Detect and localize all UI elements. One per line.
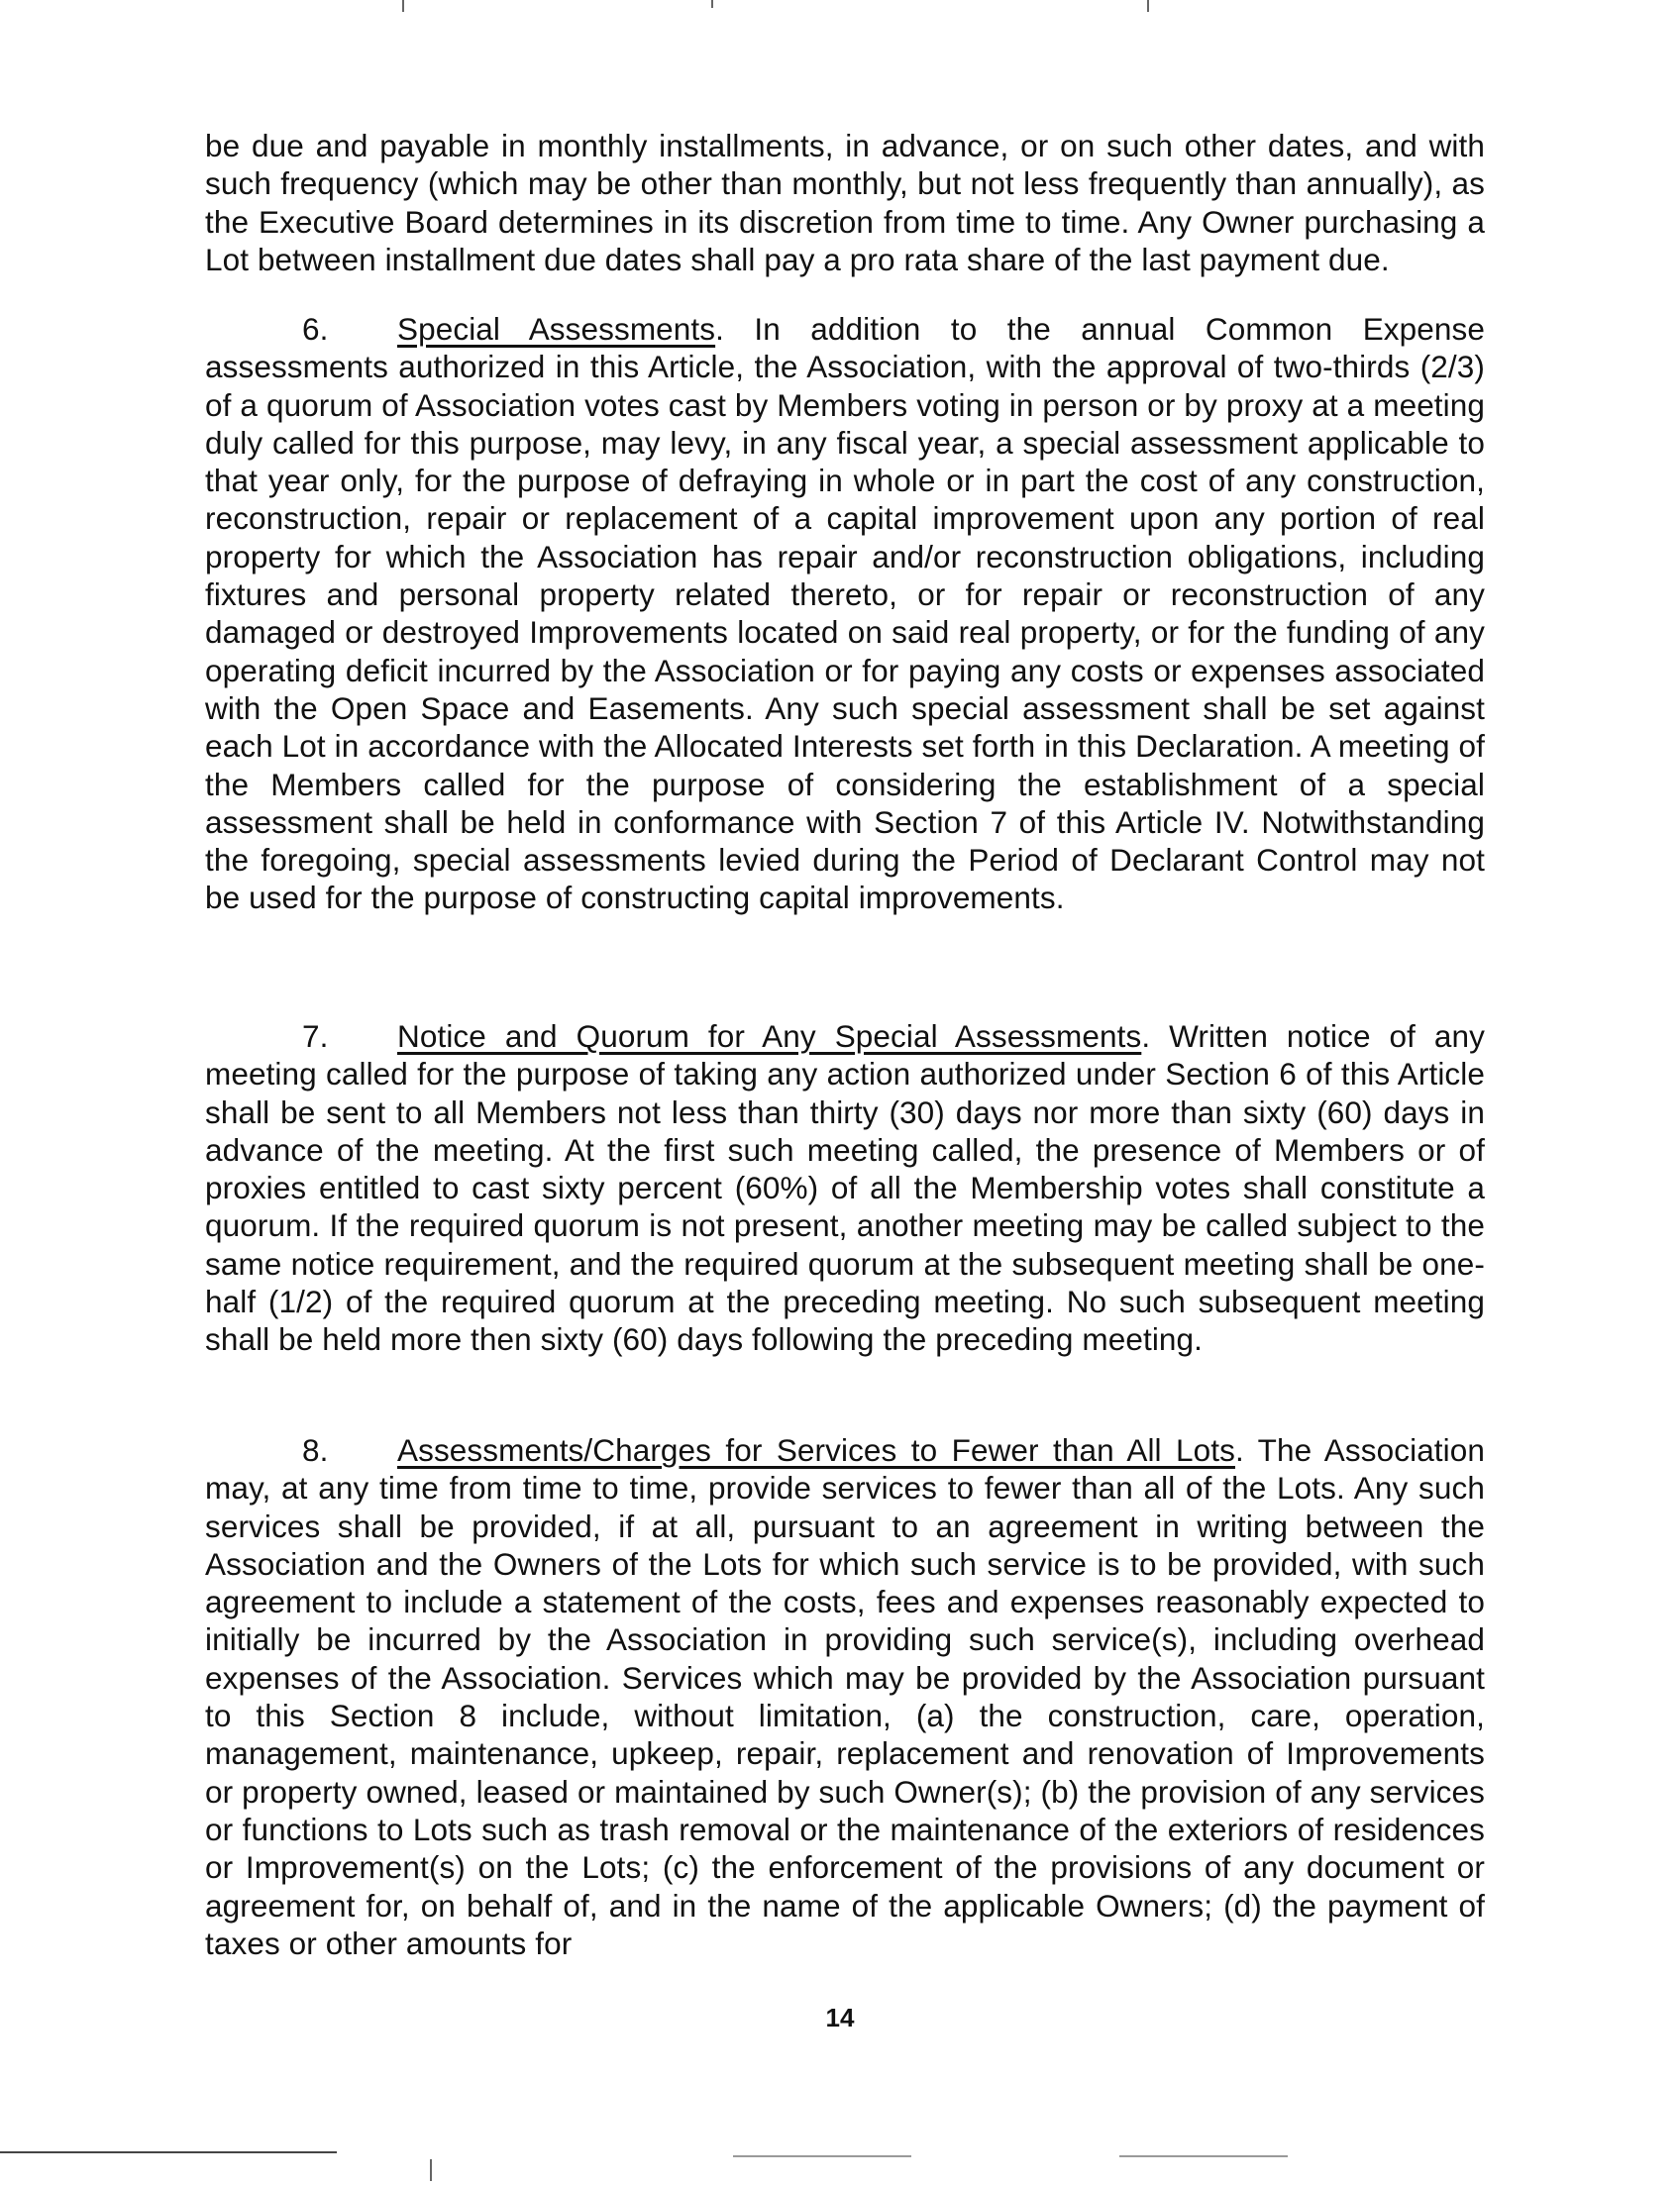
- page-number: 14: [825, 2003, 855, 2032]
- section-8-paragraph: [205, 1431, 1485, 1962]
- section-heading: Assessments/Charges for Services to Fewer than All Lots: [397, 1432, 1235, 1468]
- paragraph-text: . The Association may, at any time from time to time, provide services to fewer than all of the Lots. Any such services shall be provided, if at all, pursuant to an agreement in writing between the Association and the Owners of the Lots for which such service is to be provided, with such agreement to include a statement of the costs, fees and expenses reasonably expected to initially be incurred by the Association in providing such service(s), including overhead expenses of the Association. Services which may be provided by the Association pursuant to this Section 8 include, without limitation, (a) the construction, care, operation, management, maintenance, upkeep, repair, replacement and renovation of Improvements or property owned, leased or maintained by such Owner(s); (b) the provision of any services or functions to Lots such as trash removal or the maintenance of the exteriors of residences or Improvement(s) on the Lots; (c) the enforcement of the provisions of any document or agreement for, on behalf of, and in the name of the applicable Owners; (d) the payment of taxes or other amounts for: [205, 1432, 1485, 1961]
- scan-mark: [1119, 2155, 1288, 2157]
- section-number: 8.: [302, 1432, 329, 1468]
- paragraph-text: . In addition to the annual Common Expense assessments authorized in this Article, the Association, with the approval of two-thirds (2/3) of a quorum of Association votes cast by Members voting in person or by proxy at a meeting duly called for this purpose, may levy, in any fiscal year, a special assessment applicable to that year only, for the purpose of defraying in whole or in part the cost of any construction, reconstruction, repair or replacement of a capital improvement upon any portion of real property for which the Association has repair and/or reconstruction obligations, including fixtures and personal property related thereto, or for repair or reconstruction of any damaged or destroyed Improvements located on said real property, or for the funding of any operating deficit incurred by the Association or for paying any costs or expenses associated with the Open Space and Easements. Any such special assessment shall be set against each Lot in accordance with the Allocated Interests set forth in this Declaration. A meeting of the Members called for the purpose of considering the establishment of a special assessment shall be held in conformance with Section 7 of this Article IV. Notwithstanding the foregoing, special assessments levied during the Period of Declarant Control may not be used for the purpose of constructing capital improvements.: [205, 311, 1485, 916]
- scan-mark: [430, 2159, 432, 2181]
- paragraph-continuation: [205, 127, 1485, 278]
- section-number: 7.: [302, 1018, 329, 1054]
- section-6-paragraph: [205, 310, 1485, 917]
- section-heading: Notice and Quorum for Any Special Assessments: [397, 1018, 1142, 1054]
- scan-mark: [733, 2155, 911, 2157]
- section-heading: Special Assessments: [397, 311, 716, 347]
- paragraph-text: be due and payable in monthly installments, in advance, or on such other dates, and with such frequency (which may be other than monthly, but not less frequently than annually), as the Executive Board determines in its discretion from time to time. Any Owner purchasing a Lot between installment due dates shall pay a pro rata share of the last payment due.: [205, 128, 1485, 277]
- section-7-paragraph: [205, 1017, 1485, 1359]
- scan-mark: [711, 0, 713, 8]
- section-number: 6.: [302, 311, 329, 347]
- scan-mark: [0, 2151, 337, 2153]
- paragraph-text: . Written notice of any meeting called for the purpose of taking any action authorized under Section 6 of this Article shall be sent to all Members not less than thirty (30) days nor more than sixty (60) days in advance of the meeting. At the first such meeting called, the presence of Members or of proxies entitled to cast sixty percent (60%) of all the Membership votes shall constitute a quorum. If the required quorum is not present, another meeting may be called subject to the same notice requirement, and the required quorum at the subsequent meeting shall be one-half (1/2) of the required quorum at the preceding meeting. No such subsequent meeting shall be held more then sixty (60) days following the preceding meeting.: [205, 1018, 1485, 1358]
- scan-mark: [1147, 0, 1149, 12]
- scan-mark: [402, 0, 404, 12]
